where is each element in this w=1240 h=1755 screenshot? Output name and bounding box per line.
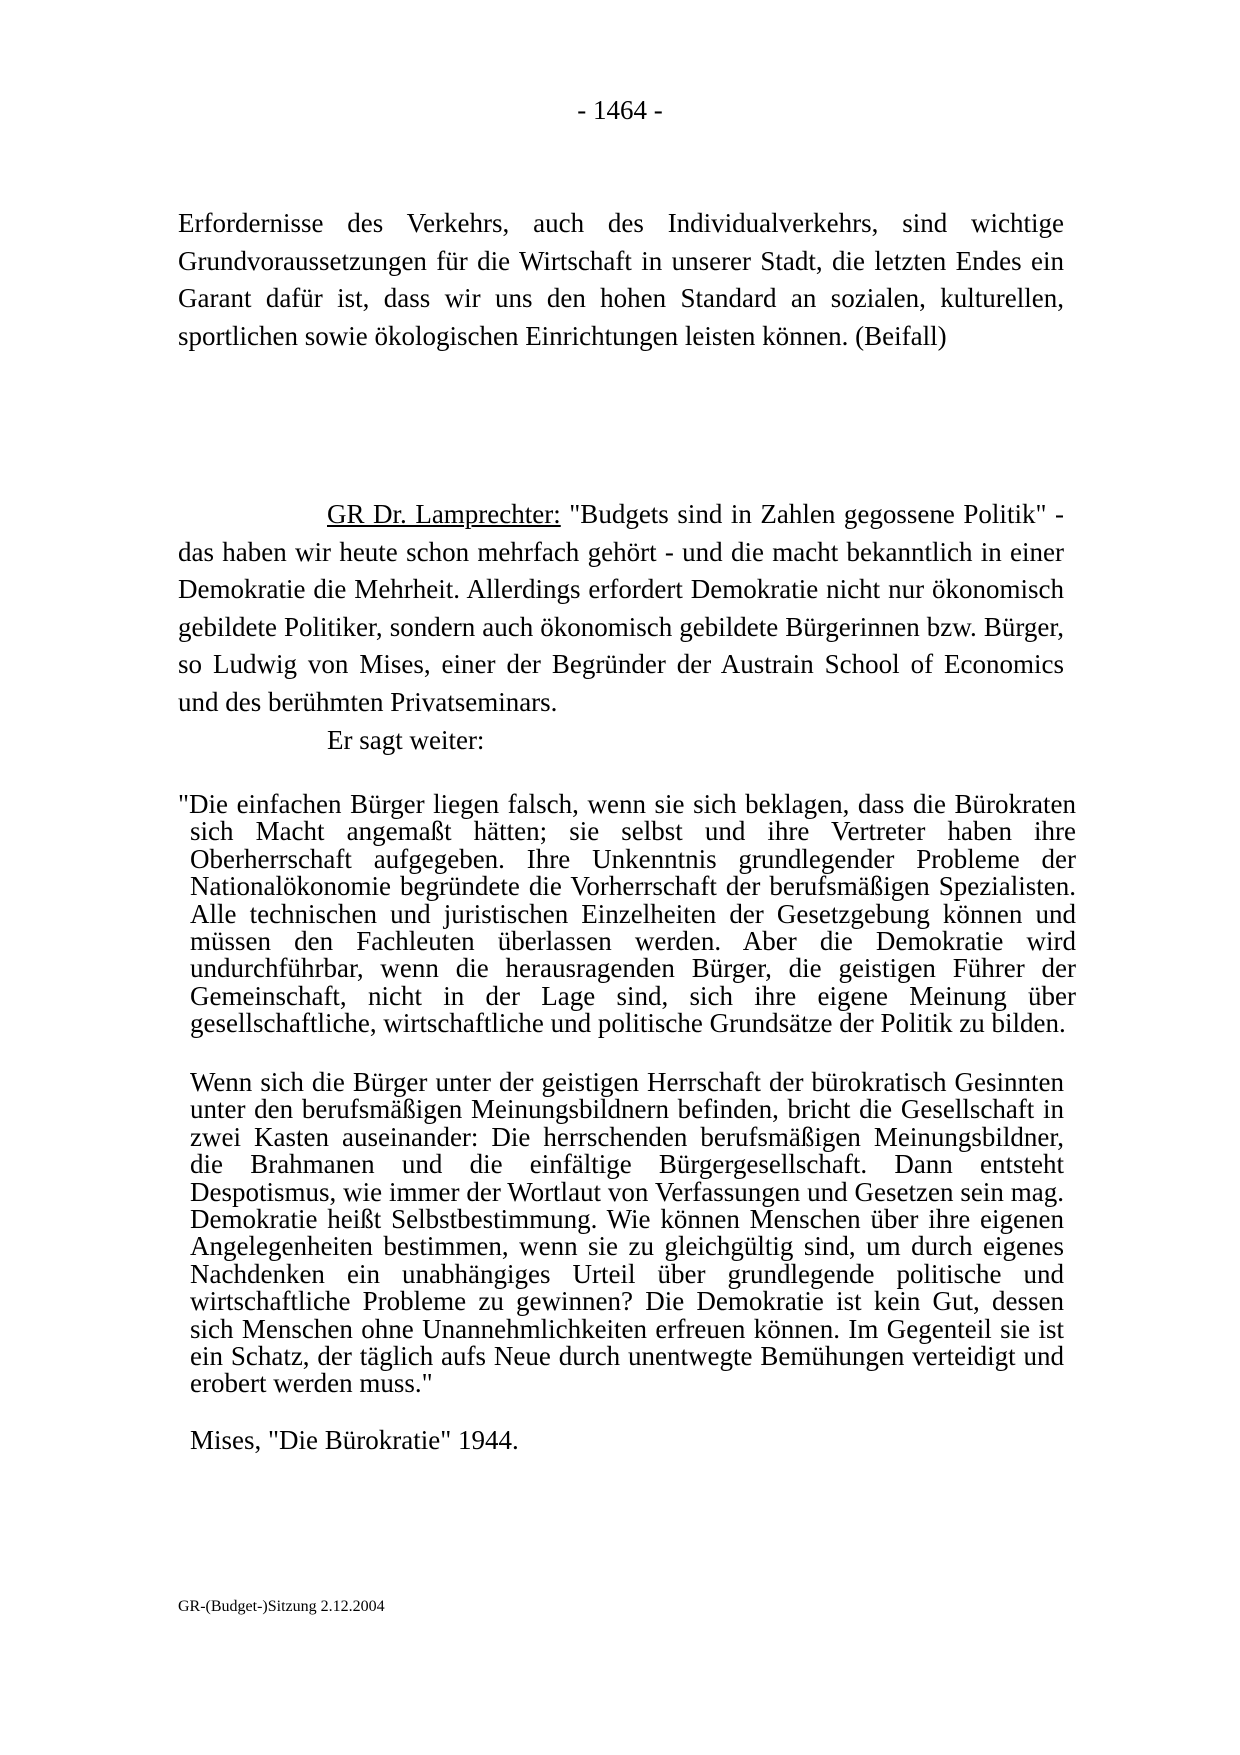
speaker-name: GR Dr. Lamprechter: bbox=[327, 499, 561, 529]
quote-paragraph-1: "Die einfachen Bürger liegen falsch, wenn sie sich beklagen, dass die Bürokraten sich Macht angemaßt hätten; sie selbst und ihre Vertreter haben ihre Oberherrschaft aufgegeben. Ihre Unkenntnis grundlegender Probleme der Nationalökonomie begründete die Vorherrschaft der berufsmäßigen Spezialisten. Alle technischen und juristischen Einzelheiten der Gesetzgebung können und müssen den Fachleuten überlassen werden. Aber die Demokratie wird undurchführbar, wenn die herausragenden Bürger, die geistigen Führer der Gemeinschaft, nicht in der Lage sind, sich ihre eigene Meinung über gesellschaftliche, wirtschaftliche und politische Grundsätze der Politik zu bilden. bbox=[178, 789, 1076, 1039]
speech-continuation: Er sagt weiter: bbox=[327, 725, 485, 755]
speech-paragraph bbox=[178, 496, 1064, 721]
quote-paragraph-2: Wenn sich die Bürger unter der geistigen Herrschaft der bürokratisch Gesinnten unter den berufsmäßigen Meinungsbildnern befinden, bricht die Gesellschaft in zwei Kasten auseinander: Die herrschenden berufsmäßigen Meinungsbildner, die Brahmanen und die einfältige Bürgergesellschaft. Dann entsteht Despotismus, wie immer der Wortlaut von Verfassungen und Gesetzen sein mag. Demokratie heißt Selbstbestimmung. Wie können Menschen über ihre eigenen Angelegenheiten bestimmen, wenn sie zu gleichgültig sind, um durch eigenes Nachdenken ein unabhängiges Urteil über grundlegende politische und wirtschaftliche Probleme zu gewinnen? Die Demokratie ist kein Gut, dessen sich Menschen ohne Unannehmlichkeiten erfreuen können. Im Gegenteil sie ist ein Schatz, der täglich aufs Neue durch unentwegte Bemühungen verteidigt und erobert werden muss." bbox=[190, 1067, 1064, 1399]
page-number: - 1464 - bbox=[577, 95, 663, 125]
quote-source: Mises, "Die Bürokratie" 1944. bbox=[190, 1425, 519, 1455]
paragraph-traffic: Erfordernisse des Verkehrs, auch des Individualverkehrs, sind wichtige Grundvoraussetzungen für die Wirtschaft in unserer Stadt, die letzten Endes ein Garant dafür ist, dass wir uns den hohen Standard an sozialen, kulturellen, sportlichen sowie ökologischen Einrichtungen leisten können. (Beifall) bbox=[178, 208, 1064, 351]
page-footer: GR-(Budget-)Sitzung 2.12.2004 bbox=[178, 1598, 385, 1615]
speech-text: "Budgets sind in Zahlen gegossene Politik" - das haben wir heute schon mehrfach gehört - und die macht bekanntlich in einer Demokratie die Mehrheit. Allerdings erfordert Demokratie nicht nur ökonomisch gebildete Politiker, sondern auch ökonomisch gebildete Bürgerinnen bzw. Bürger, so Ludwig von Mises, einer der Begründer der Austrain School of Economics und des berühmten Privatseminars. bbox=[178, 499, 1064, 717]
